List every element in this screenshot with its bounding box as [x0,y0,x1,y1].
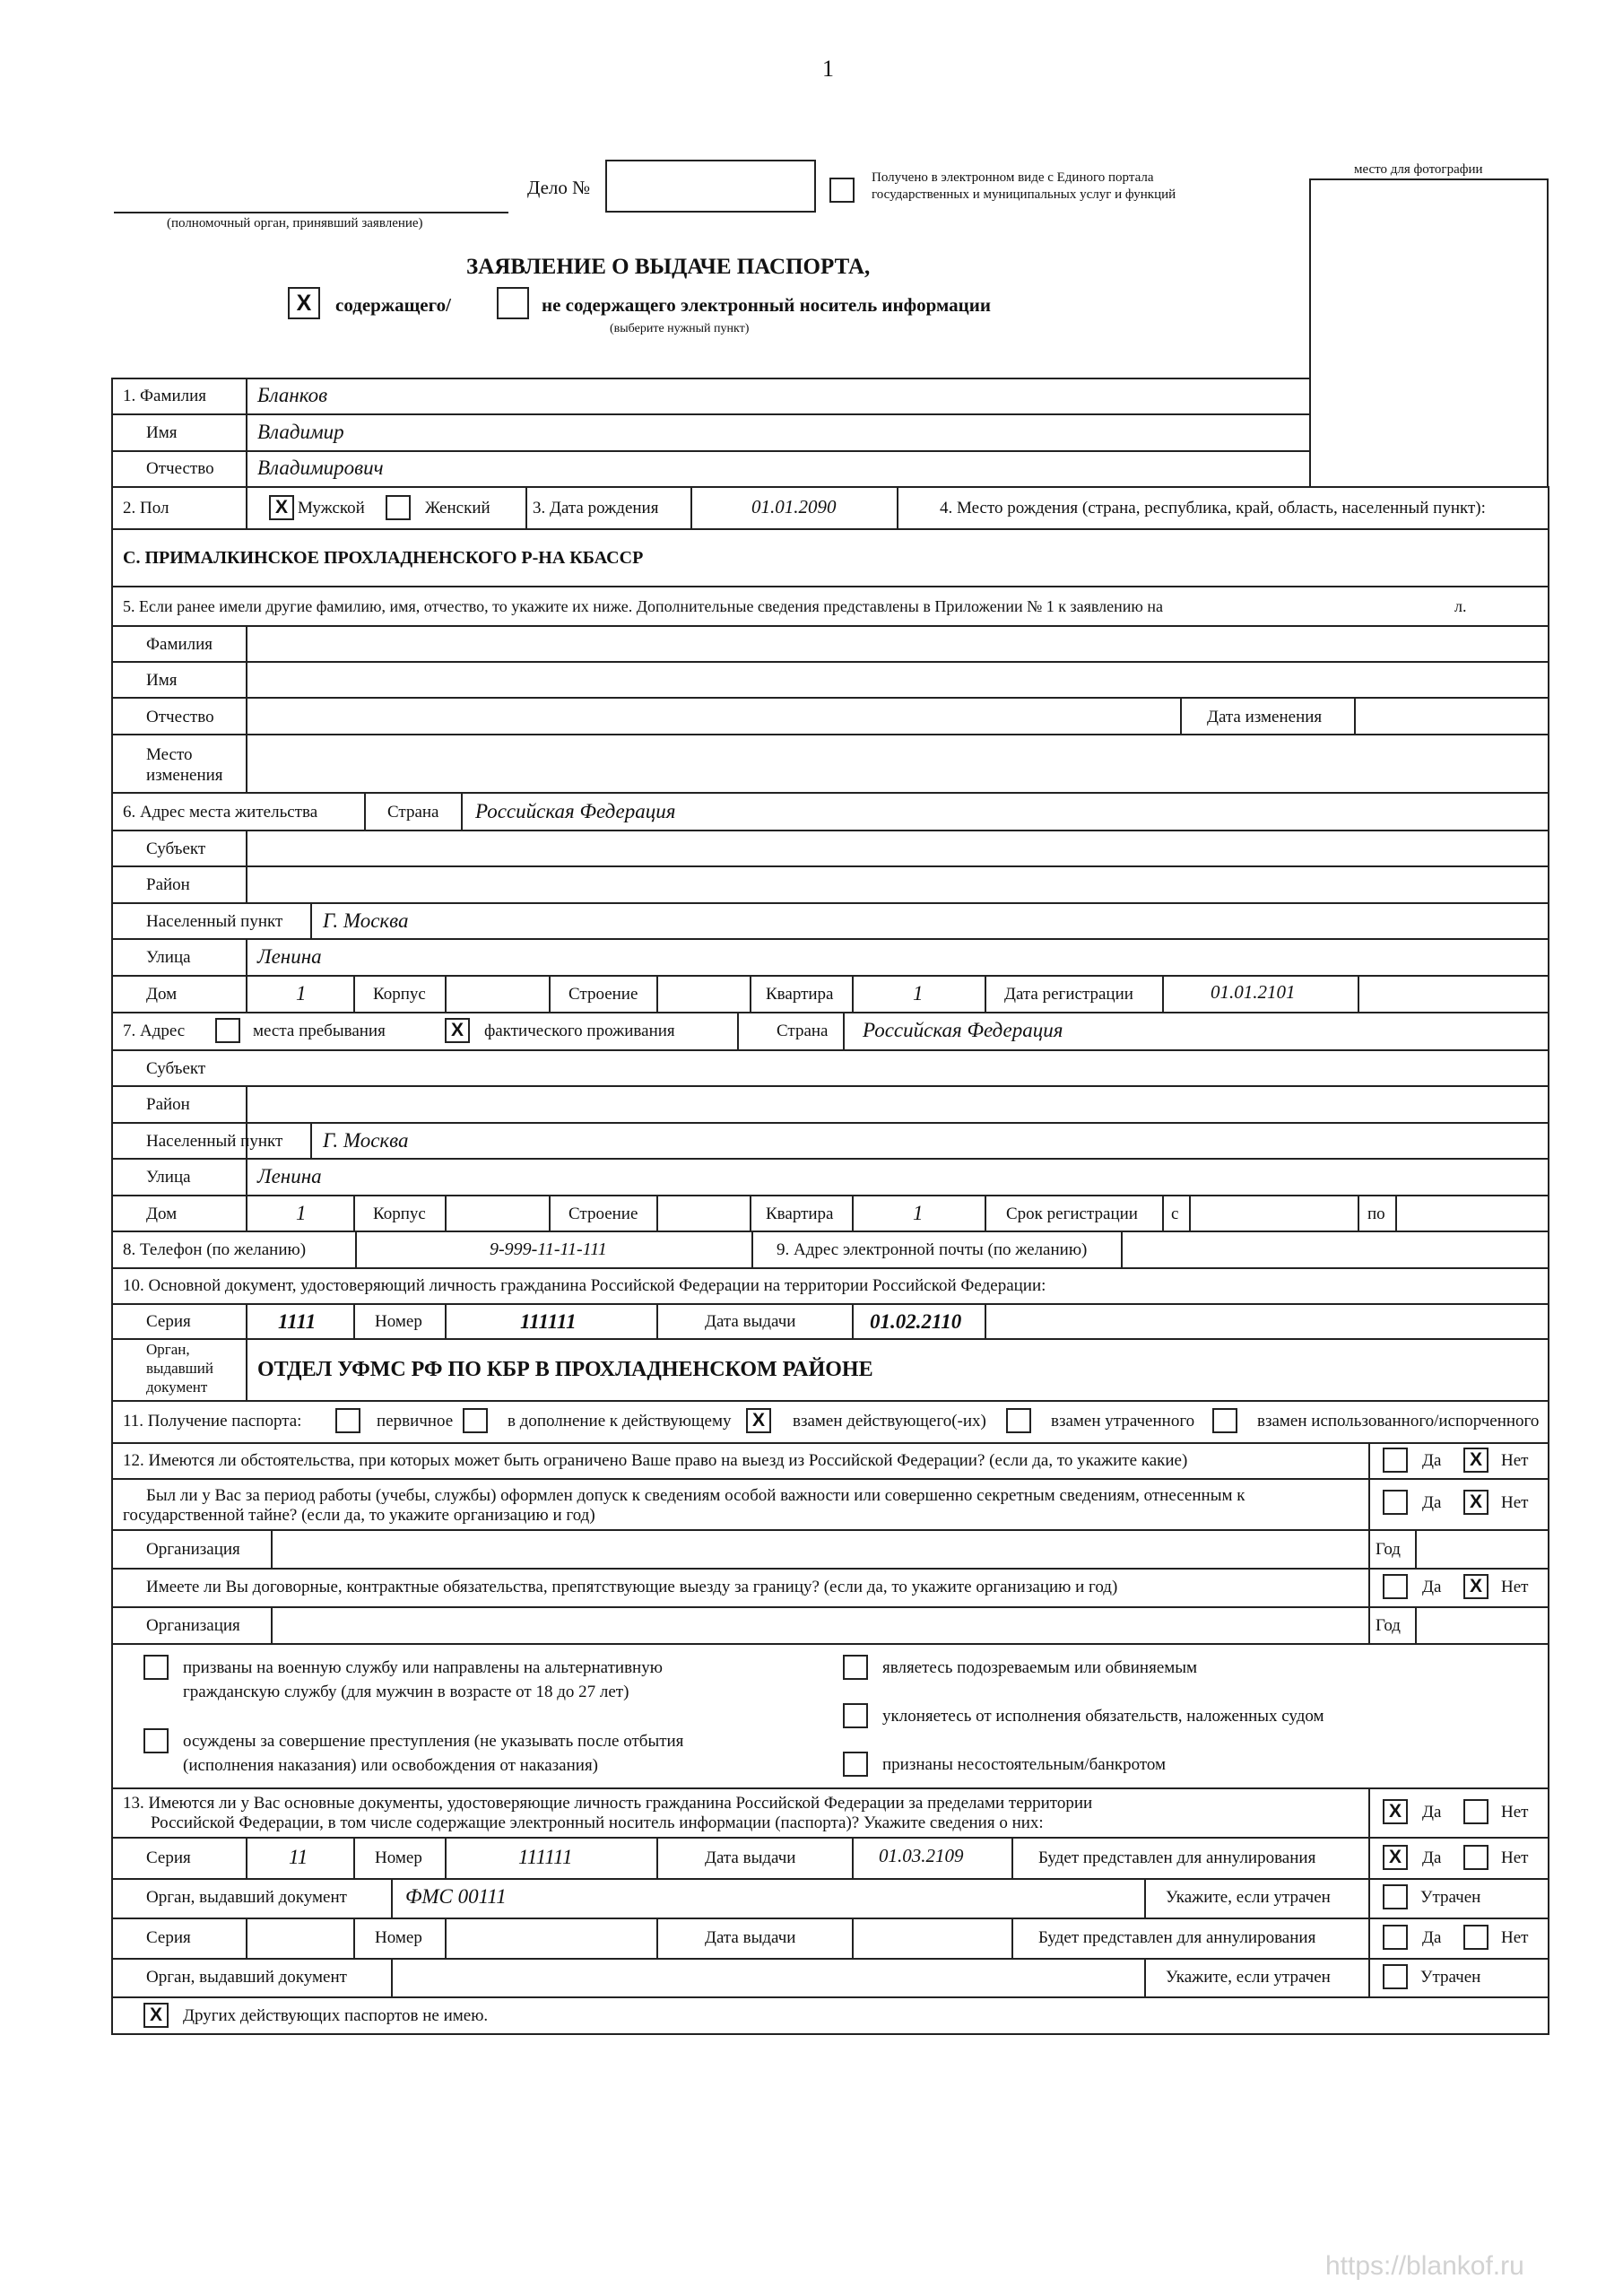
main-doc-issuer-label-3: документ [146,1378,208,1396]
rule [1415,1529,1417,1568]
rule [1368,1837,1370,1878]
fdoc1-cancel-yes-checkbox[interactable]: X [1383,1845,1408,1870]
residence-subject-label: Субъект [146,839,206,858]
main-doc-label: 10. Основной документ, удостоверяющий личность гражданина Российской Федерации на территории Российской Федерации: [123,1276,1046,1295]
email-label: 9. Адрес электронной почты (по желанию) [777,1240,1088,1259]
stay-locality[interactable]: Г. Москва [323,1129,409,1152]
rule [1011,1837,1013,1878]
rule [1162,975,1164,1012]
residence-house[interactable]: 1 [296,982,307,1004]
rule [111,865,1549,867]
residence-country-label: Страна [387,803,439,822]
rule [461,792,463,830]
stay-to-label: по [1367,1205,1385,1223]
stay-korpus-label: Корпус [373,1205,426,1223]
contract-org-label: Организация [146,1616,240,1635]
rule [111,1338,1549,1340]
rule [111,625,1549,627]
rule [897,486,898,528]
fdoc1-number-label: Номер [375,1848,422,1867]
rule [1189,1195,1191,1231]
main-doc-series-label: Серия [146,1312,191,1331]
phone-label: 8. Телефон (по желанию) [123,1240,307,1259]
female-label: Женский [425,499,490,517]
without-chip-label: не содержащего электронный носитель информации [542,294,991,316]
rule [985,1195,986,1231]
contract-text: Имеете ли Вы договорные, контрактные обязательства, препятствующие выезду за границу? (если да, то укажите организацию и год) [146,1578,1118,1596]
photo-area [1309,178,1549,488]
rule [445,1837,447,1878]
fdoc2-issuer-label: Орган, выдавший документ [146,1968,347,1987]
prev-surname-label: Фамилия [146,635,213,654]
fdoc1-issue-date-label: Дата выдачи [705,1848,796,1867]
main-doc-series[interactable]: 1111 [278,1310,317,1333]
rule [111,1049,1549,1051]
rule [852,975,854,1012]
residence-locality[interactable]: Г. Москва [323,909,409,932]
prev-names-intro: 5. Если ранее имели другие фамилию, имя, отчество, то укажите их ниже. Дополнительные сведения представлены в Приложении № 1 к заявлению на [123,597,1163,615]
rule [737,1012,739,1049]
residence-reg-date[interactable]: 01.01.2101 [1211,981,1296,1003]
organ-caption: (полномочный орган, принявший заявление) [167,216,423,230]
rule [353,1303,355,1338]
rule [111,830,1549,831]
sheets-suffix: л. [1454,597,1467,615]
rule [246,1338,247,1400]
stay-term-label: Срок регистрации [1006,1205,1138,1223]
q13-text-1: 13. Имеются ли у Вас основные документы, удостоверяющие личность гражданина Российской Федерации за пределами территории [123,1794,1093,1813]
main-doc-issuer[interactable]: ОТДЕЛ УФМС РФ ПО КБР В ПРОХЛАДНЕНСКОМ РАЙОНЕ [257,1358,873,1381]
rule [111,1996,1549,1998]
rule [246,938,247,975]
rule [1368,1442,1370,1529]
actual-option: фактического проживания [484,1022,675,1040]
stay-flat-label: Квартира [766,1205,834,1223]
evading-text: уклоняетесь от исполнения обязательств, наложенных судом [882,1707,1324,1726]
rule [111,1568,1549,1570]
form-title: ЗАЯВЛЕНИЕ О ВЫДАЧЕ ПАСПОРТА, [466,255,871,279]
rule [111,1643,1549,1645]
receipt-additional-checkbox[interactable] [463,1408,488,1433]
table-right-border [1548,486,1549,2034]
bankrupt-text: признаны несостоятельным/банкротом [882,1755,1167,1774]
secret-year-label: Год [1376,1540,1401,1559]
stay-country[interactable]: Российская Федерация [863,1019,1063,1041]
residence-locality-label: Населенный пункт [146,912,283,931]
fdoc1-lost-checkbox[interactable] [1383,1884,1408,1909]
male-label: Мужской [298,499,365,517]
fdoc1-cancel-no-checkbox[interactable] [1463,1845,1488,1870]
receipt-additional-label: в дополнение к действующему [508,1412,732,1431]
fdoc1-cancel-yes-label: Да [1422,1848,1442,1867]
dob-label: 3. Дата рождения [533,499,659,517]
rule [111,975,1549,977]
residence-flat-label: Квартира [766,985,834,1004]
fdoc1-series[interactable]: 11 [289,1846,308,1868]
rule [111,1085,1549,1087]
rule [111,1878,1549,1880]
rule [111,1158,1549,1160]
rule [111,1478,1549,1480]
rule [353,1195,355,1231]
rule [111,1195,1549,1196]
main-doc-number-label: Номер [375,1312,422,1331]
rule [843,1012,845,1049]
contract-yes-label: Да [1422,1578,1442,1596]
patronymic-value[interactable]: Владимирович [257,457,384,479]
military-text-1: призваны на военную службу или направлены на альтернативную [183,1658,663,1677]
rule [353,1918,355,1958]
change-date-label: Дата изменения [1207,708,1323,726]
rule [656,1918,658,1958]
fdoc2-number-label: Номер [375,1928,422,1947]
rule [246,1303,247,1338]
residence-street-label: Улица [146,948,191,967]
main-doc-issue-date[interactable]: 01.02.2110 [870,1310,962,1333]
fdoc2-cancel-label: Будет представлен для аннулирования [1038,1928,1316,1947]
q13-no-label: Нет [1501,1803,1529,1822]
page-number: 1 [822,56,834,82]
portal-note-1: Получено в электронном виде с Единого портала [872,170,1154,185]
rule [111,378,1309,379]
surname-label: 1. Фамилия [123,387,207,405]
rule [246,378,247,486]
stay-country-label: Страна [777,1022,829,1040]
q12-yes-label: Да [1422,1451,1442,1470]
stay-building-label: Строение [568,1205,638,1223]
rule [750,975,751,1012]
rule [246,1158,247,1195]
surname-value[interactable]: Бланков [257,384,328,406]
rule [246,830,247,902]
fdoc2-cancel-yes-label: Да [1422,1928,1442,1947]
pob-label: 4. Место рождения (страна, республика, край, область, населенный пункт): [940,499,1486,517]
fdoc2-cancel-no-checkbox[interactable] [1463,1925,1488,1950]
rule [111,792,1549,794]
dob-value[interactable]: 01.01.2090 [751,496,837,517]
rule [1180,697,1182,734]
secret-no-label: Нет [1501,1493,1529,1512]
rule [1368,1958,1370,1996]
rule [111,2033,1549,2035]
receipt-replace-used-checkbox[interactable] [1212,1408,1237,1433]
rule [111,413,1309,415]
rule [246,1195,247,1231]
rule [1368,1529,1370,1568]
suspect-checkbox[interactable] [843,1655,868,1680]
rule [1368,1878,1370,1918]
residence-street[interactable]: Ленина [257,945,322,968]
rule [111,528,1549,530]
male-checkbox[interactable]: X [269,495,294,520]
stay-house-label: Дом [146,1205,178,1223]
rule [271,1529,273,1568]
secret-yes-label: Да [1422,1493,1442,1512]
phone-value[interactable]: 9-999-11-11-111 [490,1239,607,1259]
stay-subject-label: Субъект [146,1059,206,1078]
fdoc1-number[interactable]: 111111 [518,1846,573,1868]
rule [1415,1606,1417,1643]
rule [246,1918,247,1958]
military-checkbox[interactable] [143,1655,169,1680]
q12-no-label: Нет [1501,1451,1529,1470]
rule [985,1303,986,1338]
residence-country[interactable]: Российская Федерация [475,800,676,822]
convicted-text-1: осуждены за совершение преступления (не указывать после отбытия [183,1732,684,1751]
no-other-passports-checkbox[interactable]: X [143,2003,169,2028]
rule [111,1606,1549,1608]
rule [111,661,1549,663]
rule [111,486,1549,488]
rule [271,1606,273,1643]
contract-no-checkbox[interactable]: X [1463,1574,1488,1599]
receipt-replace-lost-label: взамен утраченного [1051,1412,1195,1431]
female-checkbox[interactable] [386,495,411,520]
secret-text-1: Был ли у Вас за период работы (учебы, службы) оформлен допуск к сведениям особой важности или совершенно секретным сведениям, отнесенным к [146,1486,1245,1505]
rule [111,1122,1549,1124]
rule [445,975,447,1012]
rule [445,1303,447,1338]
rule [111,450,1309,452]
rule [750,1195,751,1231]
secret-org-label: Организация [146,1540,240,1559]
case-label: Дело № [527,177,591,198]
stay-street-label: Улица [146,1168,191,1187]
rule [1011,1918,1013,1958]
name-label: Имя [146,423,178,442]
stay-option: места пребывания [253,1022,386,1040]
residence-reg-date-label: Дата регистрации [1004,985,1133,1004]
rule [111,1231,1549,1232]
stay-from-label: с [1171,1205,1179,1223]
fdoc2-issue-date-label: Дата выдачи [705,1928,796,1947]
rule [111,697,1549,699]
rule [852,1837,854,1878]
rule [690,486,692,528]
residence-flat[interactable]: 1 [913,982,924,1004]
patronymic-label: Отчество [146,459,214,478]
evading-checkbox[interactable] [843,1703,868,1728]
rule [111,1918,1549,1919]
main-doc-issue-date-label: Дата выдачи [705,1312,796,1331]
pob-value[interactable]: С. ПРИМАЛКИНСКОЕ ПРОХЛАДНЕНСКОГО Р-НА КБАССР [123,548,644,568]
rule [1162,1195,1164,1231]
stay-flat[interactable]: 1 [913,1202,924,1224]
actual-checkbox[interactable]: X [445,1018,470,1043]
with-chip-checkbox[interactable]: X [288,287,320,319]
rule [111,1958,1549,1960]
rule [656,975,658,1012]
case-number-field[interactable] [605,160,816,213]
sex-label: 2. Пол [123,499,169,517]
rule [364,792,366,830]
prev-patronymic-label: Отчество [146,708,214,726]
rule [852,1195,854,1231]
rule [985,975,986,1012]
fdoc2-lost-hint: Укажите, если утрачен [1166,1968,1331,1987]
rule [246,625,247,792]
rule [1121,1231,1123,1267]
receipt-replace-used-label: взамен использованного/испорченного [1257,1412,1540,1431]
residence-building-label: Строение [568,985,638,1004]
fdoc1-issuer-label: Орган, выдавший документ [146,1888,347,1907]
receipt-primary-checkbox[interactable] [335,1408,360,1433]
rule [111,938,1549,940]
rule [549,975,551,1012]
receipt-primary-label: первичное [377,1412,454,1431]
rule [549,1195,551,1231]
q12-yes-checkbox[interactable] [1383,1448,1408,1473]
change-place-label-2: изменения [146,766,223,785]
portal-checkbox[interactable] [829,178,855,203]
no-other-passports-text: Других действующих паспортов не имею. [183,2006,489,2025]
fdoc1-issue-date[interactable]: 01.03.2109 [879,1845,964,1866]
receipt-replace-valid-checkbox[interactable]: X [746,1408,771,1433]
fdoc1-series-label: Серия [146,1848,191,1867]
residence-korpus-label: Корпус [373,985,426,1004]
rule [355,1231,357,1267]
stay-street[interactable]: Ленина [257,1165,322,1187]
rule [246,1837,247,1878]
military-text-2: гражданскую службу (для мужчин в возрасте от 18 до 27 лет) [183,1683,629,1701]
convicted-text-2: (исполнения наказания) или освобождения от наказания) [183,1756,599,1775]
rule [111,1267,1549,1269]
secret-no-checkbox[interactable]: X [1463,1490,1488,1515]
rule [111,734,1549,735]
fdoc1-cancel-no-label: Нет [1501,1848,1529,1867]
rule [852,1303,854,1338]
fdoc2-cancel-yes-checkbox[interactable] [1383,1925,1408,1950]
receipt-replace-lost-checkbox[interactable] [1006,1408,1031,1433]
fdoc1-lost-label: Утрачен [1420,1888,1481,1907]
rule [656,1303,658,1338]
rule [353,975,355,1012]
secret-text-2: государственной тайне? (если да, то укажите организацию и год) [123,1506,595,1525]
portal-note-2: государственных и муниципальных услуг и функций [872,187,1176,202]
rule [656,1837,658,1878]
rule [111,1303,1549,1305]
rule [1358,975,1359,1012]
q13-no-checkbox[interactable] [1463,1799,1488,1824]
main-doc-issuer-label-2: выдавший [146,1360,213,1377]
rule [1368,1918,1370,1958]
photo-label: место для фотографии [1354,162,1483,177]
contract-no-label: Нет [1501,1578,1529,1596]
fdoc2-cancel-no-label: Нет [1501,1928,1529,1947]
rule [1395,1195,1397,1231]
rule [445,1918,447,1958]
stay-house[interactable]: 1 [296,1202,307,1224]
stay-checkbox[interactable] [215,1018,240,1043]
residence-district-label: Район [146,875,190,894]
contract-year-label: Год [1376,1616,1401,1635]
main-doc-issuer-label-1: Орган, [146,1341,190,1358]
rule [111,1442,1549,1444]
rule [111,1012,1549,1013]
stay-district-label: Район [146,1095,190,1114]
convicted-checkbox[interactable] [143,1728,169,1753]
contract-yes-checkbox[interactable] [1383,1574,1408,1599]
rule [852,1918,854,1958]
name-right-border [1309,378,1311,488]
rule [246,486,247,528]
rule [111,902,1549,904]
rule [310,1122,312,1158]
without-chip-checkbox[interactable] [497,287,529,319]
fdoc1-issuer[interactable]: ФМС 00111 [405,1885,507,1908]
rule [111,1787,1549,1789]
rule [751,1231,753,1267]
rule [1354,697,1356,734]
rule [525,486,527,528]
rule [1368,1606,1370,1643]
residence-house-label: Дом [146,985,178,1004]
title-hint: (выберите нужный пункт) [610,322,750,335]
q12-text: 12. Имеются ли обстоятельства, при которых может быть ограничено Ваше право на выезд из Российской Федерации? (если да, то укажите какие) [123,1451,1188,1470]
bankrupt-checkbox[interactable] [843,1752,868,1777]
secret-yes-checkbox[interactable] [1383,1490,1408,1515]
receipt-label: 11. Получение паспорта: [123,1412,302,1431]
stay-label: 7. Адрес [123,1022,186,1040]
watermark: https://blankof.ru [1325,2251,1524,2281]
rule [310,902,312,938]
stay-locality-label: Населенный пункт [146,1132,283,1151]
fdoc1-lost-hint: Укажите, если утрачен [1166,1888,1331,1907]
rule [1358,1195,1359,1231]
rule [1144,1958,1146,1996]
name-value[interactable]: Владимир [257,421,344,443]
q13-yes-label: Да [1422,1803,1442,1822]
rule [1144,1878,1146,1918]
change-place-label-1: Место [146,745,193,764]
q13-yes-checkbox[interactable]: X [1383,1799,1408,1824]
receipt-replace-valid-label: взамен действующего(-их) [793,1412,986,1431]
organ-line [114,212,508,213]
fdoc1-cancel-label: Будет представлен для аннулирования [1038,1848,1316,1867]
q12-no-checkbox[interactable]: X [1463,1448,1488,1473]
fdoc2-series-label: Серия [146,1928,191,1947]
main-doc-number[interactable]: 111111 [520,1310,577,1333]
prev-name-label: Имя [146,671,178,690]
rule [656,1195,658,1231]
rule [111,1400,1549,1402]
with-chip-label: содержащего/ [335,294,451,316]
suspect-text: являетесь подозреваемым или обвиняемым [882,1658,1198,1677]
rule [111,1837,1549,1839]
rule [111,1529,1549,1531]
fdoc2-lost-checkbox[interactable] [1383,1964,1408,1989]
rule [111,586,1549,587]
fdoc2-lost-label: Утрачен [1420,1968,1481,1987]
rule [445,1195,447,1231]
residence-label: 6. Адрес места жительства [123,803,318,822]
rule [1368,1787,1370,1837]
rule [391,1958,393,1996]
rule [246,975,247,1012]
rule [391,1878,393,1918]
rule [353,1837,355,1878]
q13-text-2: Российской Федерации, в том числе содержащие электронный носитель информации (паспорта)? Укажите сведения о них: [151,1813,1044,1832]
